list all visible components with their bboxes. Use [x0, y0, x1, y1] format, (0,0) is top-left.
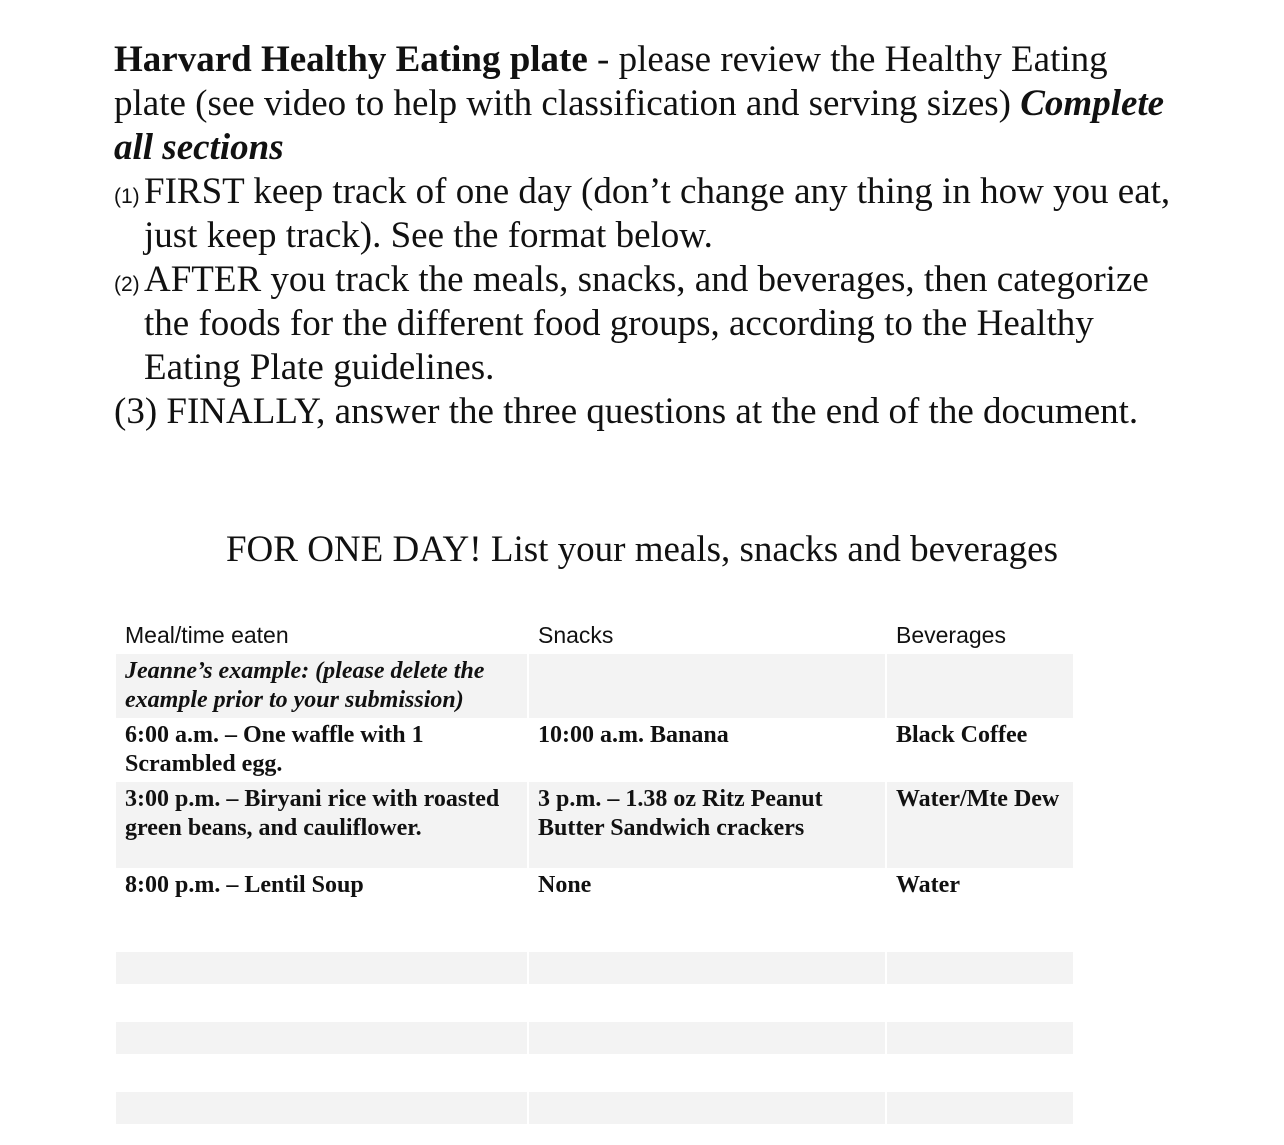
step-3-text: (3) FINALLY, answer the three questions at the end of the document. [114, 391, 1139, 432]
empty-row [116, 1092, 1073, 1124]
empty-meal-cell[interactable] [116, 1022, 527, 1054]
empty-row [116, 1054, 1073, 1092]
empty-beverage-cell[interactable] [887, 984, 1073, 1022]
step-1-text: FIRST keep track of one day (don’t change any thing in how you eat, just keep track). See the format below. [144, 171, 1171, 256]
empty-snack-cell[interactable] [529, 952, 885, 984]
example-row [116, 654, 1073, 718]
empty-beverage-cell[interactable] [887, 1092, 1073, 1124]
example-beverages-cell[interactable] [887, 654, 1073, 718]
example-snacks-cell[interactable] [529, 654, 885, 718]
empty-meal-cell[interactable] [116, 984, 527, 1022]
empty-snack-cell[interactable] [529, 1092, 885, 1124]
step-2-number: (2) [114, 273, 140, 296]
meal-cell[interactable]: 3:00 p.m. – Biryani rice with roasted green beans, and cauliflower. [116, 782, 527, 868]
empty-snack-cell[interactable] [529, 1022, 885, 1054]
empty-row [116, 1022, 1073, 1054]
intro-text: - please review the Healthy Eating plate (see video to help with classification and serving sizes) [114, 39, 1108, 124]
empty-beverage-cell[interactable] [887, 952, 1073, 984]
step-2-text: AFTER you track the meals, snacks, and beverages, then categorize the foods for the different food groups, according to the Healthy Eating Plate guidelines. [144, 259, 1149, 388]
table-row [116, 868, 1073, 952]
table-row [116, 718, 1073, 782]
meal-cell[interactable]: 6:00 a.m. – One waffle with 1 Scrambled egg. [125, 722, 424, 777]
header-beverages: Beverages [896, 621, 1006, 648]
table-header-row [116, 616, 1073, 654]
snack-cell[interactable]: 10:00 a.m. Banana [538, 722, 729, 748]
empty-meal-cell[interactable] [116, 1054, 527, 1092]
meal-cell[interactable]: 8:00 p.m. – Lentil Soup [125, 872, 364, 898]
snack-cell[interactable]: 3 p.m. – 1.38 oz Ritz Peanut Butter Sandwich crackers [529, 782, 885, 868]
empty-meal-cell[interactable] [116, 952, 527, 984]
beverage-cell[interactable]: Black Coffee [896, 722, 1028, 748]
example-label-cell[interactable]: Jeanne’s example: (please delete the example prior to your submission) [116, 654, 527, 718]
beverage-cell[interactable]: Water [896, 872, 960, 898]
empty-snack-cell[interactable] [529, 984, 885, 1022]
empty-row [116, 984, 1073, 1022]
beverage-cell[interactable]: Water/Mte Dew [887, 782, 1073, 868]
header-snacks: Snacks [538, 621, 614, 648]
section-heading: FOR ONE DAY! List your meals, snacks and beverages [225, 529, 1058, 570]
snack-cell[interactable]: None [538, 872, 592, 898]
empty-row [116, 952, 1073, 984]
step-1 [114, 170, 1174, 258]
table-row [116, 782, 1073, 868]
instructions [114, 38, 1174, 434]
empty-beverage-cell[interactable] [887, 1054, 1073, 1092]
empty-beverage-cell[interactable] [887, 1022, 1073, 1054]
meal-log-table [114, 616, 1075, 1124]
header-meal-time: Meal/time eaten [125, 621, 289, 648]
empty-meal-cell[interactable] [116, 1092, 527, 1124]
intro-title: Harvard Healthy Eating plate [114, 39, 588, 80]
step-2 [114, 258, 1174, 390]
intro-paragraph [114, 38, 1174, 170]
intro-emphasis: Complete all sections [114, 83, 1165, 168]
step-1-number: (1) [114, 185, 140, 208]
empty-snack-cell[interactable] [529, 1054, 885, 1092]
